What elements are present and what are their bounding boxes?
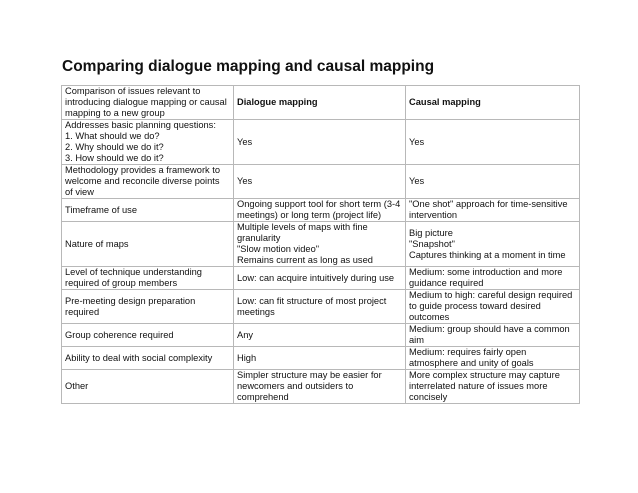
header-cell-issues: Comparison of issues relevant to introducing dialogue mapping or causal mapping to a new group bbox=[62, 86, 234, 120]
table-row bbox=[62, 370, 580, 404]
table-header-row bbox=[62, 86, 580, 120]
table-row bbox=[62, 290, 580, 324]
row-causal: Yes bbox=[406, 120, 580, 165]
row-dialogue: High bbox=[234, 347, 406, 370]
row-causal: Yes bbox=[406, 165, 580, 199]
table-row bbox=[62, 347, 580, 370]
row-dialogue: Multiple levels of maps with fine granularity "Slow motion video" Remains current as long as used bbox=[234, 222, 406, 267]
row-issue: Methodology provides a framework to welcome and reconcile diverse points of view bbox=[62, 165, 234, 199]
row-dialogue: Yes bbox=[234, 165, 406, 199]
row-causal: Medium: group should have a common aim bbox=[406, 324, 580, 347]
row-issue: Addresses basic planning questions: 1. What should we do? 2. Why should we do it? 3. How should we do it? bbox=[62, 120, 234, 165]
row-dialogue: Low: can fit structure of most project meetings bbox=[234, 290, 406, 324]
row-causal: Medium: some introduction and more guidance required bbox=[406, 267, 580, 290]
table-row bbox=[62, 165, 580, 199]
row-issue: Other bbox=[62, 370, 234, 404]
row-dialogue: Low: can acquire intuitively during use bbox=[234, 267, 406, 290]
row-dialogue: Ongoing support tool for short term (3-4 meetings) or long term (project life) bbox=[234, 199, 406, 222]
row-issue: Timeframe of use bbox=[62, 199, 234, 222]
row-issue: Level of technique understanding required of group members bbox=[62, 267, 234, 290]
row-dialogue: Any bbox=[234, 324, 406, 347]
row-causal: Medium to high: careful design required to guide process toward desired outcomes bbox=[406, 290, 580, 324]
row-issue: Nature of maps bbox=[62, 222, 234, 267]
row-issue: Ability to deal with social complexity bbox=[62, 347, 234, 370]
row-causal: Big picture "Snapshot" Captures thinking at a moment in time bbox=[406, 222, 580, 267]
table-row bbox=[62, 267, 580, 290]
row-issue: Pre-meeting design preparation required bbox=[62, 290, 234, 324]
table-row bbox=[62, 199, 580, 222]
row-dialogue: Simpler structure may be easier for newcomers and outsiders to comprehend bbox=[234, 370, 406, 404]
row-causal: "One shot" approach for time-sensitive intervention bbox=[406, 199, 580, 222]
row-causal: More complex structure may capture interrelated nature of issues more concisely bbox=[406, 370, 580, 404]
table-row bbox=[62, 120, 580, 165]
table-row bbox=[62, 324, 580, 347]
page-title: Comparing dialogue mapping and causal mapping bbox=[62, 58, 435, 75]
header-cell-dialogue-mapping: Dialogue mapping bbox=[234, 86, 406, 120]
row-issue: Group coherence required bbox=[62, 324, 234, 347]
comparison-table bbox=[61, 85, 580, 404]
row-dialogue: Yes bbox=[234, 120, 406, 165]
header-cell-causal-mapping: Causal mapping bbox=[406, 86, 580, 120]
row-causal: Medium: requires fairly open atmosphere and unity of goals bbox=[406, 347, 580, 370]
table-row bbox=[62, 222, 580, 267]
